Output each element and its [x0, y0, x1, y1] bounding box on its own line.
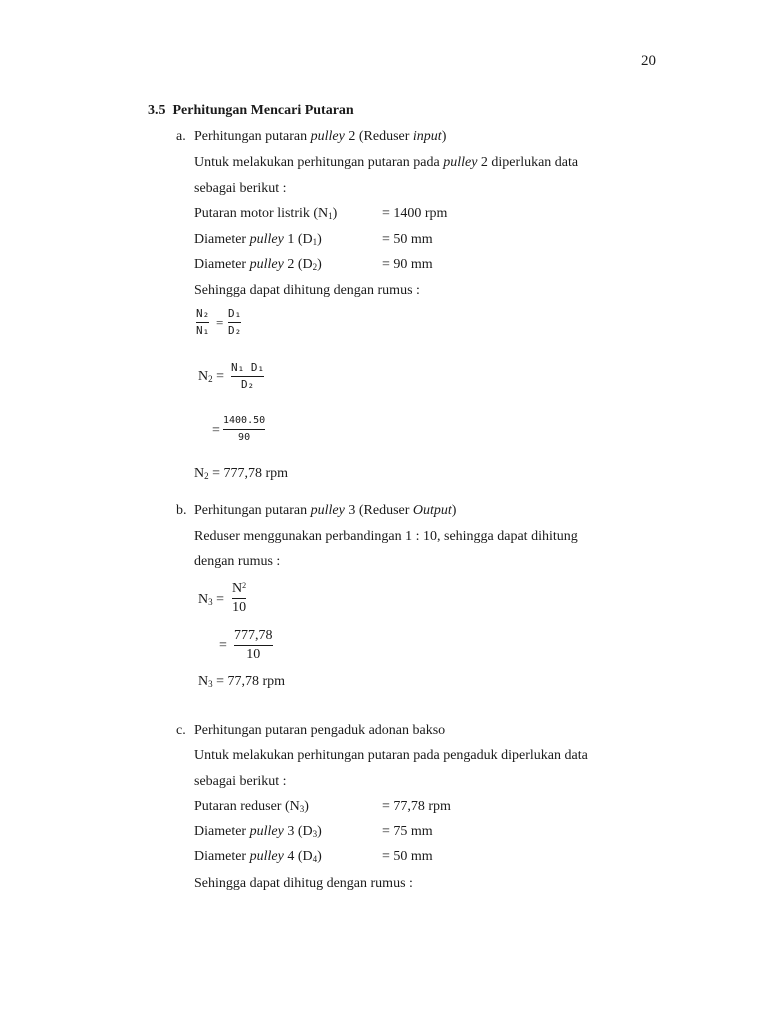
row-label-subscript: 4: [312, 854, 318, 864]
part-c-row-1-value: = 75 mm: [382, 824, 433, 839]
fraction-denominator: D₂: [240, 378, 255, 391]
part-a-heading-italic: pulley: [310, 129, 345, 144]
part-a-eq3-fraction: [223, 414, 265, 445]
part-b-result: [198, 674, 285, 690]
row-label-italic: pulley: [249, 257, 284, 272]
row-label-italic: pulley: [249, 824, 284, 839]
part-b-marker: b.: [176, 503, 187, 518]
part-a-row-0-label: [194, 206, 337, 222]
row-label-italic: pulley: [249, 849, 284, 864]
part-b-text-line1: Reduser menggunakan perbandingan 1 : 10, sehingga dapat dihitung: [194, 529, 578, 544]
part-a-eq1-lhs-fraction: [196, 307, 209, 338]
part-a-eq2-fraction: [231, 361, 264, 392]
numerator-symbol: N: [232, 581, 243, 596]
part-a-eq3-equals: =: [212, 423, 220, 438]
part-a-row-2-label: [194, 257, 322, 273]
part-a-row-2-value: = 90 mm: [382, 257, 433, 272]
fraction-numerator: N₁ D₁: [231, 361, 265, 374]
fraction-denominator: 90: [238, 432, 251, 443]
part-a-intro-text-2: 2 diperlukan data: [477, 155, 579, 170]
fraction-numerator: [232, 581, 246, 597]
part-a-intro-line2: sebagai berikut :: [194, 181, 287, 196]
part-b-eq1-fraction: [232, 581, 246, 616]
row-label-text: Diameter: [194, 849, 250, 864]
fraction-bar: [232, 598, 246, 599]
row-label-subscript: 3: [312, 829, 318, 839]
row-label-subscript: 1: [328, 211, 333, 221]
part-c-row-1-label: [194, 824, 322, 840]
part-a-row-1-value: = 50 mm: [382, 232, 433, 247]
row-label-text: Diameter: [194, 824, 250, 839]
part-b-heading-text-3: ): [451, 503, 457, 518]
eq-lhs-subscript: 3: [208, 597, 213, 607]
part-b-heading: [194, 503, 456, 519]
part-a-heading: [194, 129, 446, 145]
row-label-italic: pulley: [249, 232, 284, 247]
part-c-marker: c.: [176, 723, 186, 738]
result-subscript: 2: [204, 471, 209, 481]
part-a-formula-intro: Sehingga dapat dihitung dengan rumus :: [194, 283, 420, 298]
part-c-row-2-label: [194, 849, 322, 865]
row-label-close: ): [317, 824, 322, 839]
section-number: 3.5: [148, 103, 166, 118]
row-label-post: 4 (D: [283, 849, 313, 864]
result-value: = 777,78 rpm: [208, 466, 289, 481]
eq-equals: =: [212, 592, 225, 607]
part-a-heading-text-3: ): [441, 129, 447, 144]
row-label-text: Diameter: [194, 257, 250, 272]
numerator-subscript: 2: [242, 581, 247, 590]
section-heading: [148, 103, 354, 119]
page-number: 20: [641, 53, 656, 69]
part-a-intro-italic: pulley: [443, 155, 478, 170]
fraction-numerator: N₂: [196, 307, 210, 320]
part-a-row-1-label: [194, 232, 322, 248]
section-title: Perhitungan Mencari Putaran: [172, 103, 354, 118]
part-c-intro-line2: sebagai berikut :: [194, 774, 287, 789]
row-label-subscript: 2: [312, 262, 318, 272]
part-a-intro-line1: [194, 155, 578, 171]
part-b-heading-italic-2: Output: [412, 503, 452, 518]
part-c-intro-line1: Untuk melakukan perhitungan putaran pada pengaduk diperlukan data: [194, 748, 588, 763]
row-label-close: ): [317, 232, 322, 247]
row-label-post: 1 (D: [283, 232, 313, 247]
part-c-row-0-label: [194, 799, 309, 815]
part-a-eq1-rhs-fraction: [228, 307, 241, 338]
part-a-heading-italic-2: input: [412, 129, 442, 144]
part-b-eq1-lhs: [198, 592, 224, 608]
part-b-eq2-fraction: [234, 628, 273, 663]
part-b-text-line2: dengan rumus :: [194, 554, 281, 569]
row-label-close: ): [332, 206, 338, 221]
fraction-denominator: N₁: [196, 324, 210, 337]
part-a-result: [194, 466, 288, 482]
part-b-heading-text-2: 3 (Reduser: [344, 503, 413, 518]
fraction-bar: [234, 645, 273, 646]
fraction-bar: [196, 322, 209, 323]
row-label-subscript: 1: [312, 237, 318, 247]
fraction-numerator: D₁: [228, 307, 242, 320]
eq-lhs-subscript: 2: [208, 374, 213, 384]
part-a-intro-text-1: Untuk melakukan perhitungan putaran pada: [194, 155, 444, 170]
eq-lhs-symbol: N: [198, 592, 209, 607]
row-label-close: ): [304, 799, 309, 814]
fraction-bar: [228, 322, 241, 323]
result-subscript: 3: [208, 679, 213, 689]
part-b-eq2-equals: =: [219, 638, 227, 653]
row-label-post: 3 (D: [283, 824, 313, 839]
part-c-formula-intro: Sehingga dapat dihitug dengan rumus :: [194, 876, 413, 891]
part-c-row-2-value: = 50 mm: [382, 849, 433, 864]
part-c-heading: Perhitungan putaran pengaduk adonan bakso: [194, 723, 446, 738]
fraction-denominator: 10: [246, 647, 261, 662]
result-symbol: N: [194, 466, 205, 481]
row-label-text: Putaran motor listrik (N: [194, 206, 329, 221]
row-label-text: Diameter: [194, 232, 250, 247]
part-a-row-0-value: = 1400 rpm: [382, 206, 448, 221]
part-a-eq2-lhs: [198, 369, 224, 385]
result-symbol: N: [198, 674, 209, 689]
part-a-heading-text-2: 2 (Reduser: [344, 129, 413, 144]
row-label-close: ): [317, 257, 322, 272]
part-a-marker: a.: [176, 129, 186, 144]
eq-lhs-symbol: N: [198, 369, 209, 384]
fraction-numerator: 777,78: [234, 628, 273, 643]
row-label-subscript: 3: [299, 804, 305, 814]
fraction-bar: [223, 429, 265, 430]
part-b-heading-text-1: Perhitungan putaran: [194, 503, 311, 518]
fraction-numerator: 1400.50: [223, 415, 266, 426]
fraction-denominator: D₂: [228, 324, 242, 337]
part-a-heading-text-1: Perhitungan putaran: [194, 129, 311, 144]
row-label-post: 2 (D: [283, 257, 313, 272]
eq-equals: =: [212, 369, 225, 384]
result-value: = 77,78 rpm: [212, 674, 286, 689]
fraction-bar: [231, 376, 264, 377]
row-label-close: ): [317, 849, 322, 864]
part-c-row-0-value: = 77,78 rpm: [382, 799, 451, 814]
row-label-text: Putaran reduser (N: [194, 799, 300, 814]
part-a-eq1-equals: =: [216, 315, 224, 330]
part-b-heading-italic: pulley: [310, 503, 345, 518]
fraction-denominator: 10: [232, 600, 247, 615]
